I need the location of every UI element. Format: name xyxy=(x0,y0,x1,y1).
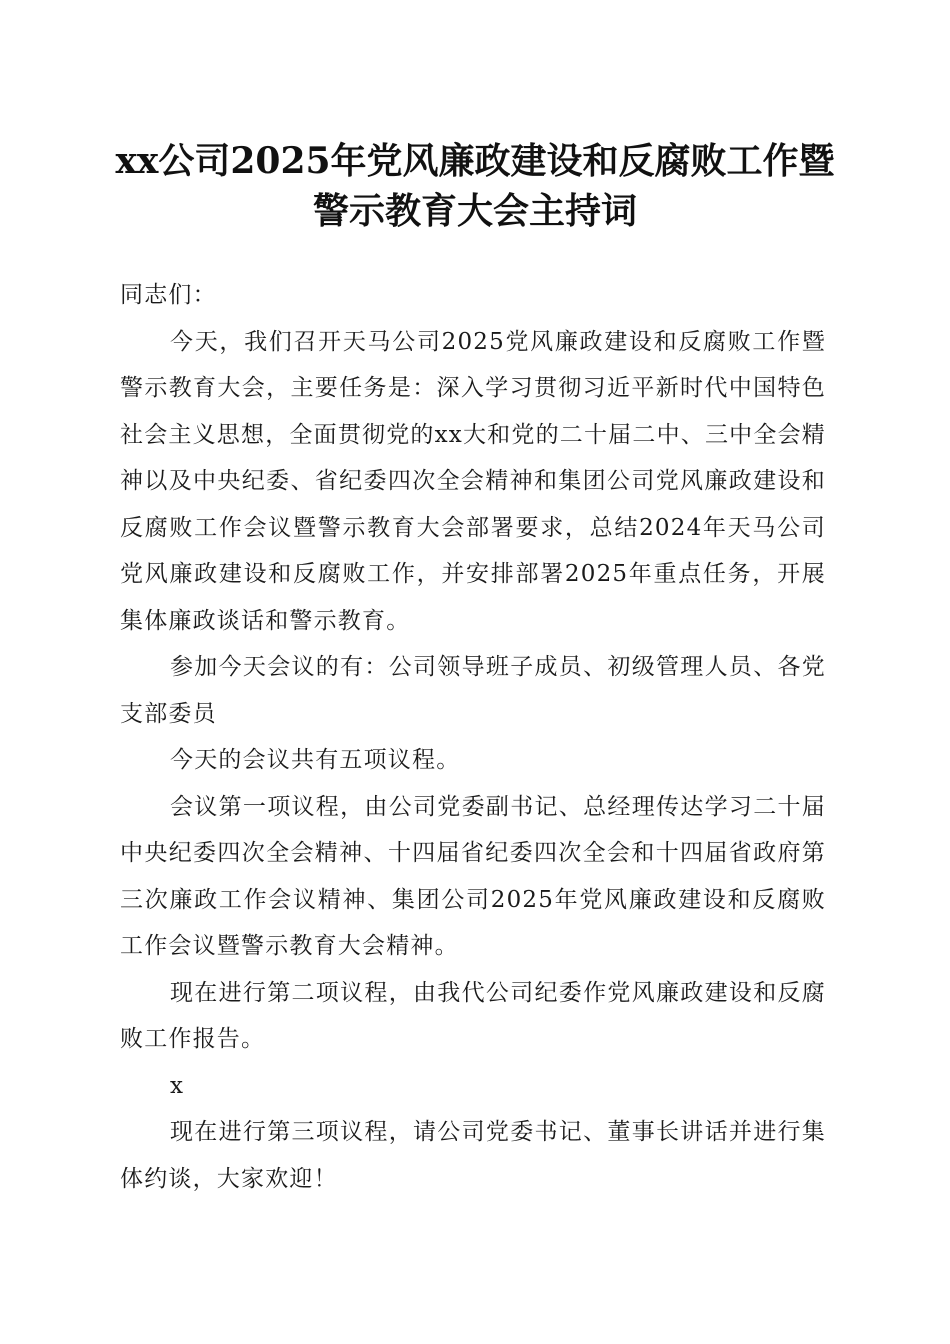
paragraph-agenda-item-3: 现在进行第三项议程，请公司党委书记、董事长讲话并进行集体约谈，大家欢迎！ xyxy=(120,1119,826,1192)
paragraph-agenda-item-2: 现在进行第二项议程，由我代公司纪委作党风廉政建设和反腐败工作报告。 xyxy=(120,979,826,1052)
document-body xyxy=(120,272,826,1202)
title-line-1: xx公司2025年党风廉政建设和反腐败工作暨 xyxy=(115,140,835,182)
paragraph-opening: 今天，我们召开天马公司2025党风廉政建设和反腐败工作暨警示教育大会，主要任务是：深入学习贯彻习近平新时代中国特色社会主义思想，全面贯彻党的xx大和党的二十届二中、三中全会精神以及中央纪委、省纪委四次全会精神和集团公司党风廉政建设和反腐败工作会议暨警示教育大会部署要求，总结2024年天马公司党风廉政建设和反腐败工作，并安排部署2025年重点任务，开展集体廉政谈话和警示教育。 xyxy=(120,328,826,634)
paragraph-attendees: 参加今天会议的有：公司领导班子成员、初级管理人员、各党支部委员 xyxy=(120,654,826,727)
document-title xyxy=(90,136,860,236)
paragraph-agenda-item-1: 会议第一项议程，由公司党委副书记、总经理传达学习二十届中央纪委四次全会精神、十四届省纪委四次全会和十四届省政府第三次廉政工作会议精神、集团公司2025年党风廉政建设和反腐败工作会议暨警示教育大会精神。 xyxy=(120,793,826,959)
salutation: 同志们： xyxy=(120,282,217,308)
title-line-2: 警示教育大会主持词 xyxy=(312,190,637,232)
paragraph-placeholder: x xyxy=(170,1072,185,1099)
paragraph-agenda-count: 今天的会议共有五项议程。 xyxy=(170,747,461,773)
